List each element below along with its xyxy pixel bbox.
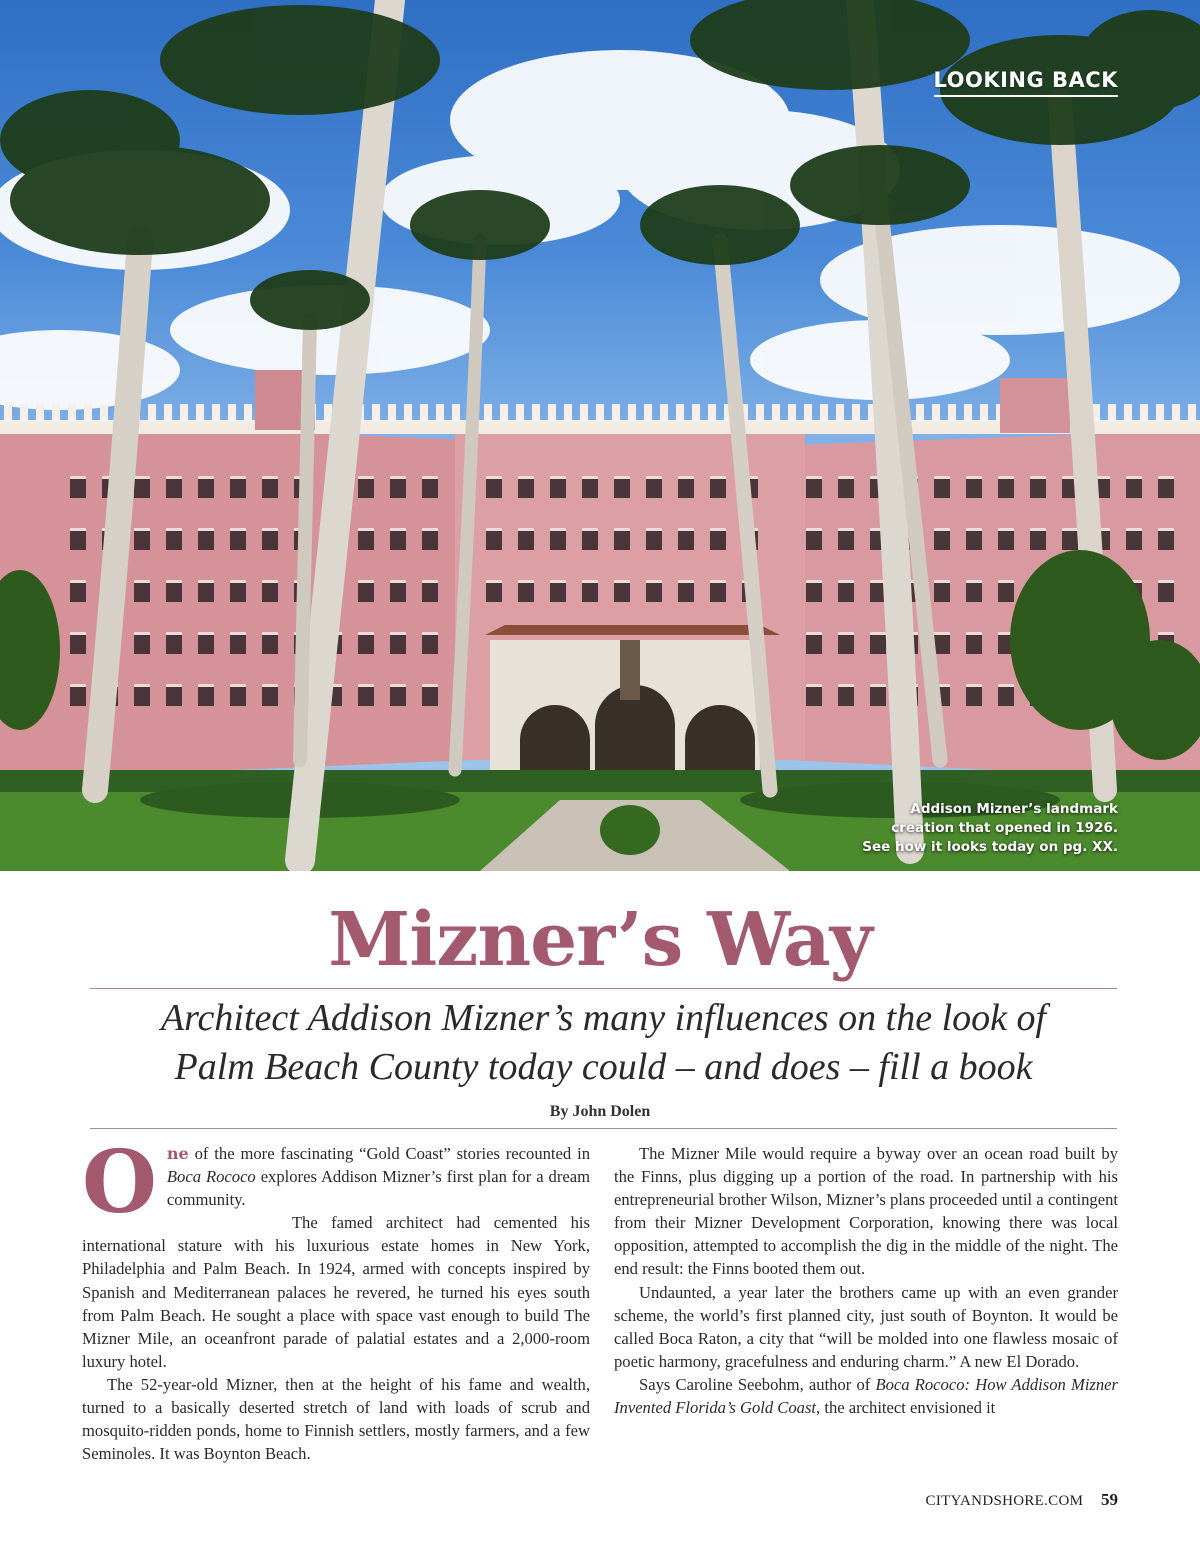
column-right [614, 1142, 1118, 1419]
paragraph [82, 1132, 590, 1233]
caption-line: Addison Mizner’s landmark [910, 801, 1118, 817]
paragraph: Undaunted, a year later the brothers came up with an even grander scheme, the world’s first planned city, just south of Boynton. It would be called Boca Raton, a city that “will be molded into one flawless mosaic of poetic harmony, gracefulness and enduring charm.” A new El Dorado. [614, 1282, 1118, 1371]
book-title: Boca Rococo [166, 1167, 256, 1187]
paragraph: The Mizner Mile would require a byway over an ocean road built by the Finns, plus digging up a portion of the road. In partnership with his entrepreneurial brother Wilson, Mizner’s plans proceeded until a contingent from their Mizner Development Corporation, knowing there was local opposition, attempted to accomplish the dig in the middle of the night. The end result: the Finns booted them out. [614, 1144, 1118, 1279]
text-run: of the more fascinating “Gold Coast” stories recounted in [188, 1144, 590, 1163]
section-tag: LOOKING BACK [934, 68, 1119, 97]
drop-cap: O [82, 1132, 157, 1233]
article-deck [90, 994, 1117, 1092]
page-number: 59 [1101, 1490, 1118, 1509]
text-run: Says Caroline Seebohm, author of [639, 1374, 876, 1394]
paragraph: The 52-year-old Mizner, then at the height of his fame and wealth, turned to a basically deserted stretch of land with loads of scrub and mosquito-ridden ponds, home to Finnish settlers, mostly farmers, and a few Seminoles. It was Boynton Beach. [82, 1374, 590, 1464]
hotel-building [0, 370, 1200, 790]
caption-line: creation that opened in 1926. [891, 820, 1118, 836]
headline-rule [90, 988, 1117, 989]
page-footer [926, 1490, 1118, 1510]
text-run: , the architect envisioned it [816, 1398, 996, 1418]
column-left [82, 1132, 590, 1465]
lead-in: ne [166, 1144, 189, 1163]
deck-line: Palm Beach County today could – and does – fill a book [174, 1046, 1033, 1088]
footer-site: CITYANDSHORE.COM [925, 1493, 1084, 1509]
text-run: explores Addison Mizner’s first plan for a dream community. [166, 1167, 590, 1210]
deck-line: Architect Addison Mizner’s many influences on the look of [160, 997, 1047, 1039]
paragraph [614, 1373, 1118, 1419]
book-title: Boca Rococo: How Addison Mizner Invented Florida’s Gold Coast [614, 1374, 1119, 1418]
caption-line: See how it looks today on pg. XX. [862, 839, 1118, 855]
photo-caption [788, 800, 1118, 857]
article-headline: Mizner’s Way [328, 897, 872, 983]
byline: By John Dolen [549, 1103, 651, 1120]
byline-rule [90, 1128, 1117, 1129]
paragraph: The famed architect had cemented his international stature with his luxurious estate homes in New York, Philadelphia and Palm Beach. In 1924, armed with concepts inspired by Spanish and Mediterranean palaces he revered, he turned his eyes south from Palm Beach. He sought a place with space vast enough to build The Mizner Mile, an oceanfront parade of palatial estates and a 2,000-room luxury hotel. [82, 1213, 590, 1371]
